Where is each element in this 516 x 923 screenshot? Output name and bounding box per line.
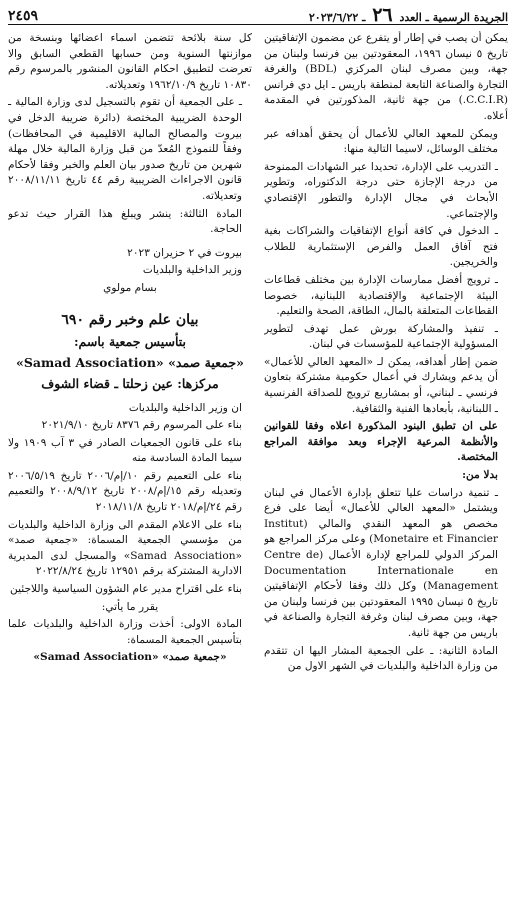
instead-of-label: بدلا من: (462, 469, 498, 482)
header-title (309, 6, 508, 24)
signer-name: بسام مولوي (103, 281, 157, 294)
notice-subtitle: بتأسيس جمعية باسم: (73, 333, 187, 349)
notice-title: بيان علم وخبر رقم ٦٩٠ (61, 311, 199, 328)
paragraph: ان وزير الداخلية والبلديات (128, 401, 242, 414)
association-name-repeat: «جمعية صمد» «Samad Association» (33, 651, 227, 664)
signer-title: وزير الداخلية والبلديات (142, 264, 242, 277)
issue-date: ـ ٢٠٢٣/٦/٢٢ (308, 11, 366, 24)
left-column (8, 31, 252, 915)
paragraph: ـ ترويج أفضل ممارسات الإدارة بين مختلف قطاعات البيئة الإجتماعية والإقتصادية اللبنانية، خصوصا القطاعات المتعلقة بالمال، الطاقة، الصحة والتعليم. (264, 273, 498, 318)
right-column (264, 31, 508, 915)
paragraph: ضمن إطار أهدافه، يمكن لـ «المعهد العالي للأعمال» أن يدعم ويشارك في أعمال حكومية مشتركة بتعاون فرنسي ـ لبناني، أو بمشاريع ترويج للصداقة الفرنسية ـ اللبنانية، بأبعادها الفنية والثقافية. (264, 355, 498, 415)
paragraph: ـ على الجمعية أن تقوم بالتسجيل لدى وزارة المالية ـ الوحدة الضريبية المختصة (دائرة ضريبة الدخل في بيروت والمصالح المالية الاقليمية في المحافظات) وفقاً للنموذج المُعدّ من قبل وزارة المالية خلال مهلة شهرين من تاريخ صدور بيان العلم والخبر وفقا لأحكام قانون الاجراءات الضريبية رقم ٤٤ تاريخ ٢٠٠٨/١١/١١ وتعديلاته. (8, 96, 242, 202)
paragraph: كل سنة بلائحة تتضمن اسماء اعضائها وبنسخة من موازنتها السنوية ومن حسابها القطعي السابق والا تعرضت لتطبيق احكام القانون المنشور بالمرسوم رقم ١٠٨٣٠ تاريخ ١٩٦٢/١٠/٩ وتعديلاته. (8, 32, 252, 91)
paragraph: ويمكن للمعهد العالي للأعمال أن يحقق أهدافه عبر مختلف الوسائل، لاسيما التالية منها: (264, 127, 498, 156)
paragraph: يمكن أن يصب في إطار أو يتفرع عن مضمون الإتفاقيتين تاريخ ٥ نيسان ١٩٩٦، المعقودتين بين فرنسا ولبنان من جهة، وبين مصرف لبنان المركزي (BDL) والغرفة التجارة والصناعة التابعة لمنطقة باريس ـ ايل دي فرانس (C.C.I.R.) من جهة ثانية، المذكورتين في المقدمة أعلاه. (264, 32, 508, 122)
issue-number: ٢٦ (372, 4, 393, 26)
paragraph: ـ الدخول في كافة أنواع الإتفاقيات والشراكات بغية فتح آفاق العمل والفرص الإستثمارية للطلاب والخريجين. (264, 225, 498, 269)
paragraph: ـ تنفيذ والمشاركة بورش عمل تهدف لتطوير المسؤولية الإجتماعية للمؤسسات في لبنان. (264, 322, 498, 351)
bold-paragraph: على ان تطبق البنود المذكورة اعلاه وفقا للقوانين والأنظمة المرعية الإجراء وبعد موافقة المراجع المختصة. (264, 420, 498, 464)
paragraph: ـ تنمية دراسات عليا تتعلق بإدارة الأعمال في لبنان ويشتمل «المعهد العالي للأعمال» أيضا على فرع مخصص هو المعهد النقدي والمالي (Institut Monetaire et Financier) وعلى مركز المراجع هو المركز الدولي للمراجع لإدارة الأعمال (Centre de Documentation Internationale en Management) وكل ذلك وفقا لأحكام الإتفاقيتين تاريخ ٥ نيسان ١٩٩٥ المعقودتين بين فرنسا ولبنان من جهة، وبين مصرف لبنان وغرفة التجارة والصناعة في باريس من جهة ثانية. (264, 486, 498, 639)
article-three: المادة الثالثة: ينشر ويبلغ هذا القرار حيث تدعو الحاجة. (8, 207, 242, 236)
article-two: المادة الثانية: ـ على الجمعية المشار اليها ان تتقدم من وزارة الداخلية والبلديات في الشهر الاول من (264, 644, 498, 673)
association-name: «جمعية صمد» «Samad Association» (16, 354, 244, 370)
paragraph: بناء على الاعلام المقدم الى وزارة الداخلية والبلديات من مؤسسي الجمعية المسماة: «جمعية صمد» «Samad Association» والمسجل لدى المديرية الادارية المشتركة برقم ١٢٩٥١ تاريخ ٢٠٢٢/٨/٢٤ (8, 518, 242, 578)
paragraph: بناء على المرسوم رقم ٨٣٧٦ تاريخ ٢٠٢١/٩/١٠ (41, 419, 242, 432)
paragraph: بناء على اقتراح مدير عام الشؤون السياسية واللاجئين (10, 583, 242, 596)
decides-label: يقرر ما يأتي: (101, 600, 159, 613)
article-one: المادة الاولى: أخذت وزارة الداخلية والبلديات علما بتأسيس الجمعية المسماة: (8, 618, 242, 646)
paragraph: ـ التدريب على الإدارة، تحديدا عبر الشهادات الممنوحة من درجة الإجازة حتى درجة الدكتوراه، وتطوير الأبحاث في مجال الإدارة والتطور الإقتصادي والإجتماعي. (264, 160, 498, 220)
paragraph: بناء على قانون الجمعيات الصادر في ٣ آب ١٩٠٩ ولا سيما المادة السادسة منه (8, 436, 242, 465)
page-number: ٢٤٥٩ (8, 8, 39, 24)
two-column-body (8, 31, 508, 915)
page-header (8, 4, 508, 25)
place-date: بيروت في ٢ حزيران ٢٠٢٣ (127, 246, 242, 259)
headquarters: مركزها: عين زحلتا ـ قضاء الشوف (41, 375, 219, 391)
gazette-name: الجريدة الرسمية ـ العدد (399, 11, 508, 24)
paragraph: بناء على التعميم رقم ١٠/إم/٢٠٠٦ تاريخ ٢٠٠٦/٥/١٩ وتعديله رقم ١٥/إم/٢٠٠٨ تاريخ ٢٠٠٨/٩/١٢ والتعميم رقم ٢٤/إم/٢٠١٨ تاريخ ٢٠١٨/١١/٨ (8, 469, 242, 514)
